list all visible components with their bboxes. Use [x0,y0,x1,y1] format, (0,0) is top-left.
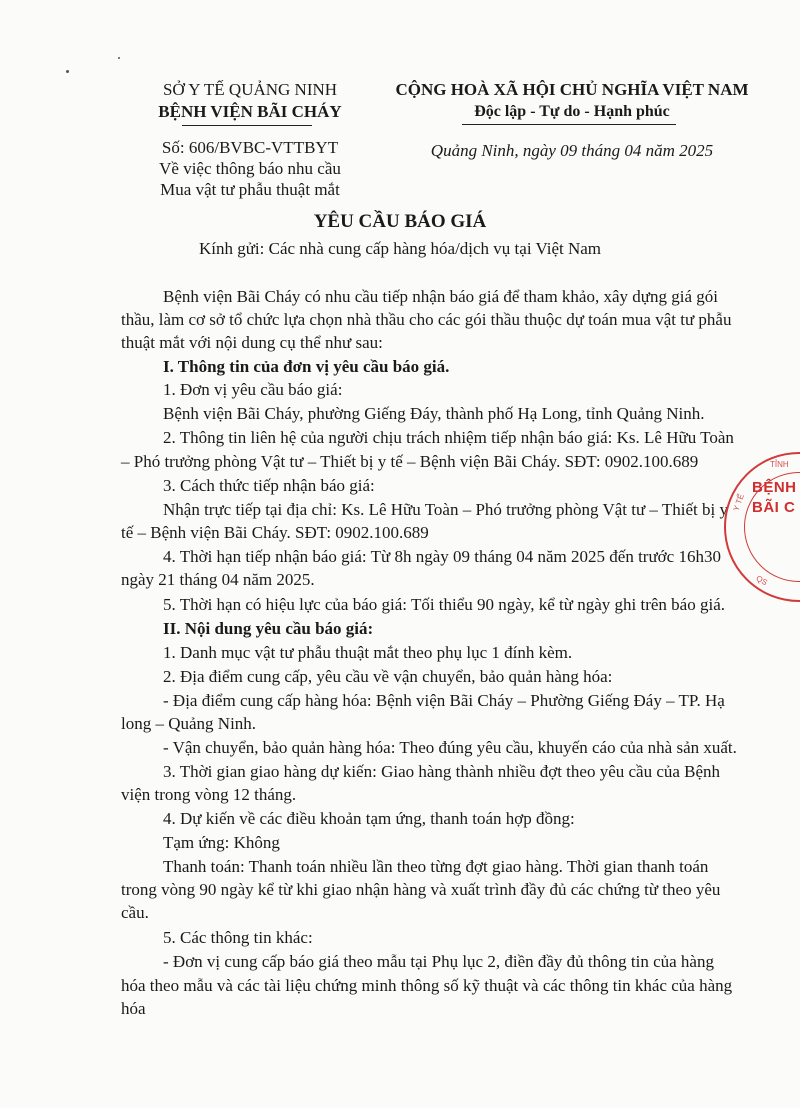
stamp-arc-left: Y TẾ [731,492,746,513]
hospital-name: BỆNH VIỆN BÃI CHÁY [158,102,342,121]
s2-item-2: 2. Địa điểm cung cấp, yêu cầu về vận chuyển, bảo quản hàng hóa: [163,667,613,686]
document-number: Số: 606/BVBC-VTTBYT [161,138,339,157]
intro-line-2: thầu, làm cơ sở tổ chức lựa chọn nhà thầu cho các gói thầu thuộc dự toán mua vật tư phẫu [121,310,732,329]
s2-item-5a-line-1: - Đơn vị cung cấp báo giá theo mẫu tại Phụ lục 2, điền đầy đủ thông tin của hàng [163,952,714,971]
recipient-line: Kính gửi: Các nhà cung cấp hàng hóa/dịch vụ tại Việt Nam [198,239,602,258]
stamp-text [752,478,797,518]
s2-item-2a-line-1: - Địa điểm cung cấp hàng hóa: Bệnh viện Bãi Cháy – Phường Giếng Đáy – TP. Hạ [163,691,725,710]
place-and-date: Quảng Ninh, ngày 09 tháng 04 năm 2025 [430,141,714,160]
s1-item-3: 3. Cách thức tiếp nhận báo giá: [163,476,375,495]
intro-line-3: thuật mắt với nội dung cụ thể như sau: [121,333,383,352]
subject-line-1: Về việc thông báo nhu cầu [159,159,341,178]
subject-line-2: Mua vật tư phẫu thuật mắt [160,180,340,199]
scan-speck [66,70,69,73]
s2-item-4-payment-3: cầu. [121,903,149,922]
stamp-line-1: BỆNH [752,479,797,496]
s1-item-1: 1. Đơn vị yêu cầu báo giá: [163,380,343,399]
document-title: YÊU CẦU BÁO GIÁ [313,211,487,232]
stamp-arc-bottom: QS [754,573,770,588]
section-1-heading: I. Thông tin của đơn vị yêu cầu báo giá. [163,357,450,376]
motto: Độc lập - Tự do - Hạnh phúc [474,103,670,120]
s1-item-5: 5. Thời hạn có hiệu lực của báo giá: Tối thiểu 90 ngày, kể từ ngày ghi trên báo giá. [163,595,725,614]
s1-item-4-line-2: ngày 21 tháng 04 năm 2025. [121,570,315,589]
country-name: CỘNG HOÀ XÃ HỘI CHỦ NGHĨA VIỆT NAM [395,80,749,99]
s2-item-2b: - Vận chuyển, bảo quản hàng hóa: Theo đúng yêu cầu, khuyến cáo của nhà sản xuất. [163,738,737,757]
s1-item-3-text-2: tế – Bệnh viện Bãi Cháy. SĐT: 0902.100.689 [121,523,429,542]
s1-item-2-line-1: 2. Thông tin liên hệ của người chịu trách nhiệm tiếp nhận báo giá: Ks. Lê Hữu Toàn [163,428,734,447]
s1-item-2-line-2: – Phó trưởng phòng Vật tư – Thiết bị y tế – Bệnh viện Bãi Cháy. SĐT: 0902.100.689 [121,452,699,471]
s1-item-4-line-1: 4. Thời hạn tiếp nhận báo giá: Từ 8h ngày 09 tháng 04 năm 2025 đến trước 16h30 [163,547,721,566]
s2-item-4-payment-2: trong vòng 90 ngày kể từ khi giao nhận hàng và xuất trình đầy đủ các chứng từ theo yêu [121,880,721,899]
red-seal-stamp [724,452,800,602]
agency-name: SỞ Y TẾ QUẢNG NINH [162,80,338,99]
stamp-line-2: BÃI C [752,499,796,516]
hospital-underline [182,125,312,126]
s2-item-5a-line-2: hóa theo mẫu và các tài liệu chứng minh thông số kỹ thuật và các thông tin khác của hàng [121,976,733,995]
s2-item-3-line-1: 3. Thời gian giao hàng dự kiến: Giao hàng thành nhiều đợt theo yêu cầu của Bệnh [163,762,721,781]
s2-item-2a-line-2: long – Quảng Ninh. [121,714,257,733]
s1-item-3-text-1: Nhận trực tiếp tại địa chỉ: Ks. Lê Hữu Toàn – Phó trưởng phòng Vật tư – Thiết bị y [163,500,728,519]
scan-speck [118,57,120,59]
s2-item-4-advance: Tạm ứng: Không [163,833,280,852]
s2-item-5a-line-3: hóa [121,999,146,1018]
s1-item-1-text: Bệnh viện Bãi Cháy, phường Giếng Đáy, thành phố Hạ Long, tỉnh Quảng Ninh. [163,404,705,423]
stamp-arc-top: TỈNH [770,460,789,469]
motto-underline [462,124,676,125]
s2-item-4: 4. Dự kiến về các điều khoản tạm ứng, thanh toán hợp đồng: [163,809,575,828]
section-2-heading: II. Nội dung yêu cầu báo giá: [163,619,374,638]
s2-item-3-line-2: viện trong vòng 12 tháng. [121,785,297,804]
s2-item-1: 1. Danh mục vật tư phẫu thuật mắt theo phụ lục 1 đính kèm. [163,643,573,662]
intro-line-1: Bệnh viện Bãi Cháy có nhu cầu tiếp nhận báo giá để tham khảo, xây dựng giá gói [163,287,718,306]
s2-item-4-payment-1: Thanh toán: Thanh toán nhiều lần theo từng đợt giao hàng. Thời gian thanh toán [163,857,709,876]
s2-item-5: 5. Các thông tin khác: [163,928,313,947]
